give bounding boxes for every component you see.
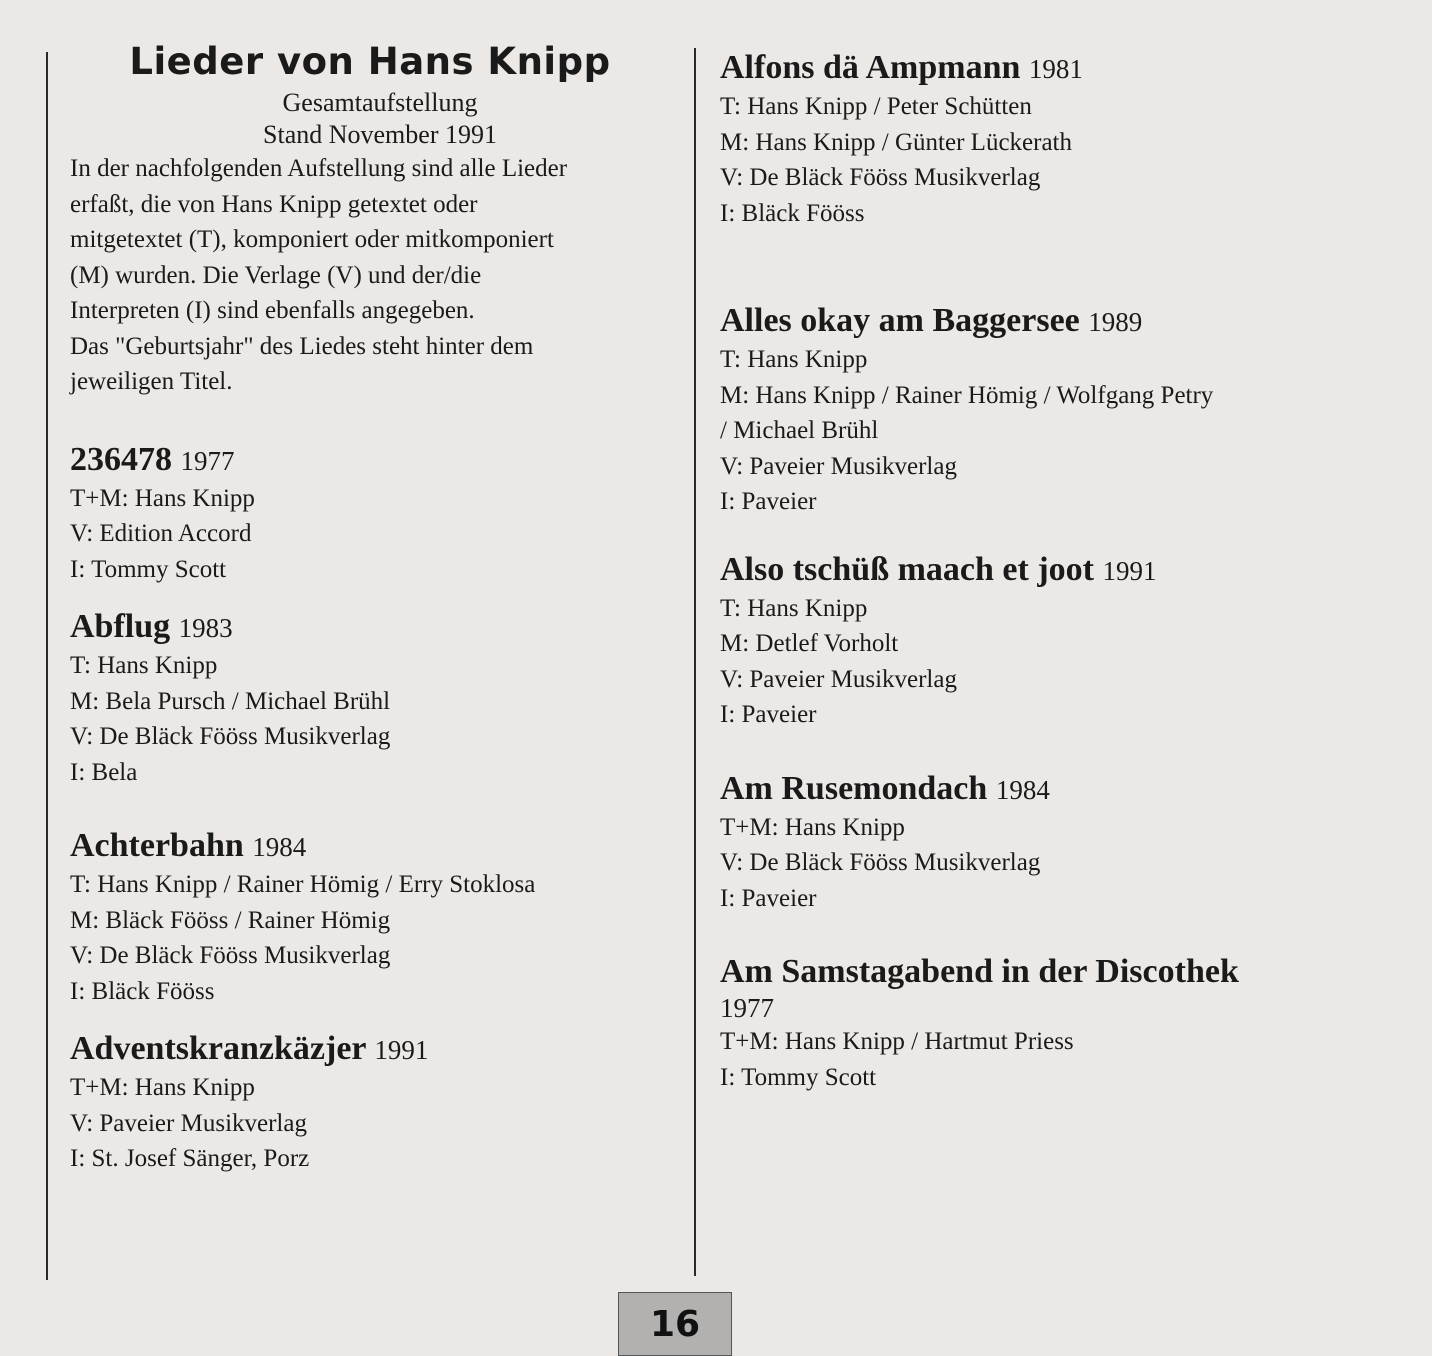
song-entry — [720, 769, 1320, 917]
intro-line: jeweiligen Titel. — [70, 368, 233, 395]
right-column — [720, 48, 1320, 1095]
song-credit: T: Hans Knipp / Peter Schütten — [720, 93, 1032, 120]
song-entry — [720, 301, 1320, 520]
song-credit: I: Tommy Scott — [720, 1063, 877, 1091]
song-year: 1977 — [720, 993, 774, 1023]
song-credit: T: Hans Knipp — [70, 652, 218, 679]
left-column — [70, 40, 660, 1177]
song-credit: V: Edition Accord — [70, 520, 252, 547]
song-year: 1983 — [178, 613, 233, 643]
song-credit: T: Hans Knipp — [720, 594, 868, 622]
song-entry — [70, 826, 660, 1009]
song-title — [720, 550, 1320, 591]
subtitle-line-2: Stand November 1991 — [263, 120, 497, 149]
song-year: 1991 — [1102, 555, 1157, 586]
song-entry — [720, 550, 1320, 733]
song-title — [70, 607, 660, 648]
song-year: 1991 — [374, 1035, 429, 1065]
song-credit: V: Paveier Musikverlag — [720, 452, 957, 480]
song-credit: I: St. Josef Sänger, Porz — [70, 1145, 310, 1172]
song-credit: M: Bela Pursch / Michael Brühl — [70, 687, 391, 715]
subtitle-line-1: Gesamtaufstellung — [282, 88, 478, 117]
song-title: Am Samstagabend in der Discothek — [720, 953, 1239, 990]
song-title-text: 236478 — [70, 440, 172, 478]
song-credit: M: Hans Knipp / Rainer Hömig / Wolfgang Petry — [720, 381, 1214, 409]
song-title — [720, 48, 1320, 89]
song-credit: T+M: Hans Knipp — [720, 813, 905, 841]
left-column-rule — [46, 52, 48, 1280]
song-credit: V: De Bläck Fööss Musikverlag — [70, 723, 391, 750]
song-title-text: Also tschüß maach et joot — [720, 550, 1094, 588]
song-title-text: Achterbahn — [70, 827, 244, 864]
song-credit: I: Bela — [70, 758, 138, 786]
song-year: 1984 — [995, 774, 1050, 805]
song-credit: I: Paveier — [720, 701, 817, 728]
song-credit: I: Paveier — [720, 488, 817, 515]
song-credit: M: Hans Knipp / Günter Lückerath — [720, 128, 1073, 156]
song-year: 1989 — [1088, 307, 1143, 337]
song-credit: I: Paveier — [720, 884, 817, 912]
intro-line: (M) wurden. Die Verlage (V) und der/die — [70, 261, 482, 289]
page-title: Lieder von Hans Knipp — [129, 40, 611, 83]
song-title — [720, 301, 1320, 342]
song-credit: T: Hans Knipp / Rainer Hömig / Erry Stoklosa — [70, 871, 536, 898]
intro-line: erfaßt, die von Hans Knipp getextet oder — [70, 190, 478, 218]
song-credit: V: De Bläck Fööss Musikverlag — [720, 164, 1041, 191]
song-credit: V: De Bläck Fööss Musikverlag — [720, 849, 1041, 876]
song-credit: M: Bläck Fööss / Rainer Hömig — [70, 906, 391, 934]
center-column-rule — [694, 48, 696, 1276]
song-title-text: Adventskranzkäzjer — [70, 1030, 366, 1067]
song-credit: M: Detlef Vorholt — [720, 630, 899, 657]
intro-line: Interpreten (I) sind ebenfalls angegeben. — [70, 297, 475, 324]
song-credit: V: De Bläck Fööss Musikverlag — [70, 942, 391, 969]
page-number: 16 — [618, 1292, 732, 1356]
song-entry — [720, 48, 1320, 231]
intro-line: Das "Geburtsjahr" des Liedes steht hinter dem — [70, 332, 534, 360]
intro-line: mitgetextet (T), komponiert oder mitkomponiert — [70, 226, 554, 253]
intro-paragraph — [70, 151, 660, 400]
song-title — [720, 769, 1320, 810]
song-credit: V: Paveier Musikverlag — [70, 1109, 307, 1137]
song-title — [70, 1029, 660, 1070]
song-credit: I: Bläck Fööss — [70, 977, 215, 1005]
song-title-text: Abflug — [70, 608, 171, 645]
song-entry — [720, 952, 1320, 1095]
song-entry — [70, 440, 660, 588]
song-title-text: Alles okay am Baggersee — [720, 302, 1080, 339]
song-entry — [70, 607, 660, 790]
song-title-text: Am Rusemondach — [720, 769, 988, 807]
song-credit: / Michael Brühl — [720, 417, 879, 444]
song-year: 1977 — [180, 445, 235, 476]
song-title — [70, 826, 660, 867]
song-credit: I: Bläck Fööss — [720, 199, 865, 227]
song-year: 1981 — [1028, 54, 1083, 84]
song-title-text: Alfons dä Ampmann — [720, 49, 1021, 86]
song-year: 1984 — [252, 832, 307, 862]
song-entry — [70, 1029, 660, 1177]
song-credit: T+M: Hans Knipp / Hartmut Priess — [720, 1028, 1074, 1055]
intro-line: In der nachfolgenden Aufstellung sind alle Lieder — [70, 155, 568, 182]
song-credit: T: Hans Knipp — [720, 346, 868, 373]
song-credit: V: Paveier Musikverlag — [720, 665, 957, 693]
song-credit: T+M: Hans Knipp — [70, 484, 255, 512]
song-credit: I: Tommy Scott — [70, 555, 227, 583]
song-credit: T+M: Hans Knipp — [70, 1074, 255, 1101]
song-title — [70, 440, 660, 481]
